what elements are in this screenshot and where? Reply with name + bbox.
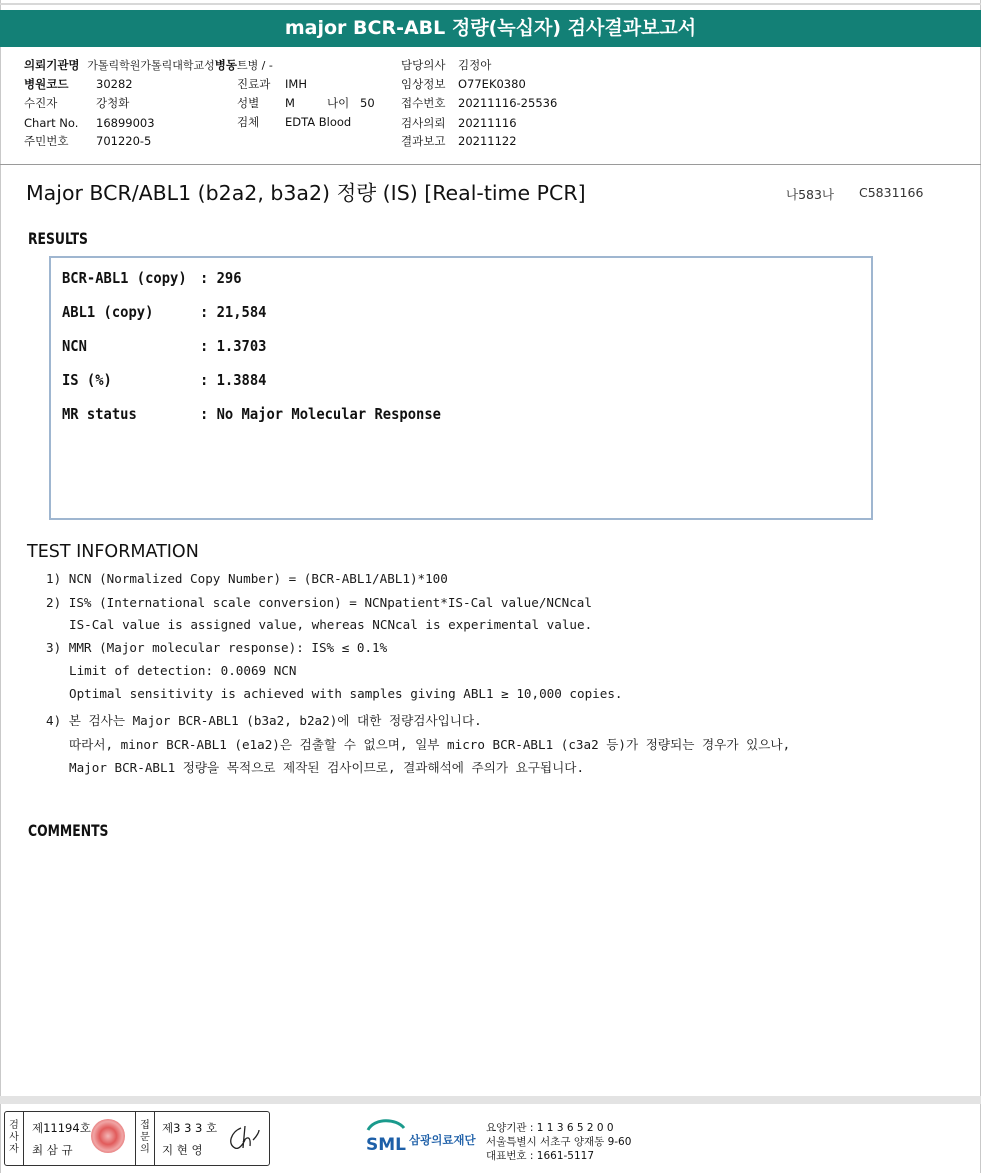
result-label-abl1: ABL1 (copy)	[62, 303, 154, 321]
test-code-1: 나583나	[786, 187, 835, 202]
result-value-abl1: : 21,584	[200, 303, 267, 321]
org-name: 삼광의료재단	[409, 1133, 476, 1147]
result-label-ncn: NCN	[62, 337, 87, 355]
specimen-value: EDTA Blood	[285, 115, 352, 129]
institution-value: 가톨릭학원가톨릭대학교성	[87, 59, 215, 72]
svg-text:SML: SML	[366, 1135, 406, 1155]
institution-row	[24, 58, 273, 73]
seal-stamp-icon	[91, 1119, 125, 1153]
clinical-value: O77EK0380	[458, 77, 526, 91]
hospital-code-row	[24, 77, 68, 91]
info-line: Major BCR-ABL1 정량을 목적으로 제작된 검사이므로, 결과해석에 주의가 요구됩니다.	[69, 760, 585, 775]
info-line: 2) IS% (International scale conversion) = NCNpatient*IS-Cal value/NCNcal	[46, 595, 592, 610]
sex-label: 성별	[237, 96, 260, 110]
inspector-number: 제11194호	[32, 1121, 91, 1135]
dept-value: IMH	[285, 77, 307, 91]
signature-icon	[223, 1122, 263, 1156]
top-divider	[0, 3, 981, 5]
comments-heading: COMMENTS	[28, 821, 109, 840]
info-line: 4) 본 검사는 Major BCR-ABL1 (b3a2, b2a2)에 대한 정량검사입니다.	[46, 713, 482, 728]
age-value: 50	[360, 96, 375, 110]
doctor-label: 담당의사	[401, 58, 446, 72]
ward-label: 병동	[214, 58, 237, 72]
institution-label: 의뢰기관명	[24, 58, 80, 72]
info-line: 1) NCN (Normalized Copy Number) = (BCR-ABL1/ABL1)*100	[46, 571, 448, 586]
results-box	[49, 256, 873, 520]
test-title: Major BCR/ABL1 (b2a2, b3a2) 정량 (IS) [Real-time PCR]	[26, 181, 586, 205]
hospital-code-value: 30282	[96, 77, 133, 91]
result-label-mr-status: MR status	[62, 405, 137, 423]
clinical-label: 임상정보	[401, 77, 446, 91]
chart-value: 16899003	[96, 116, 155, 130]
inspector-name: 최 삼 규	[32, 1143, 73, 1157]
report-value: 20211122	[458, 134, 517, 148]
dept-label: 진료과	[237, 77, 271, 91]
info-line: Limit of detection: 0.0069 NCN	[69, 663, 297, 678]
approver-number: 제3 3 3 호	[162, 1121, 218, 1135]
request-value: 20211116	[458, 116, 517, 130]
result-value-bcr-abl1: : 296	[200, 269, 242, 287]
patient-label: 수진자	[24, 96, 58, 110]
approver-vertical-label: 접 문 의	[135, 1112, 155, 1165]
result-value-mr-status: : No Major Molecular Response	[200, 405, 441, 423]
report-label: 결과보고	[401, 134, 446, 148]
receipt-value: 20211116-25536	[458, 96, 558, 110]
test-code-2: C5831166	[859, 185, 924, 200]
address: 서울특별시 서초구 양재동 9-60	[486, 1136, 632, 1148]
info-line: IS-Cal value is assigned value, whereas NCNcal is experimental value.	[69, 617, 593, 632]
result-value-ncn: : 1.3703	[200, 337, 267, 355]
ward-value: 트병 / -	[236, 59, 273, 72]
signature-box	[4, 1111, 270, 1166]
patient-value: 강청화	[96, 96, 130, 110]
age-label: 나이	[327, 96, 350, 110]
approver-name: 지 현 영	[162, 1143, 203, 1157]
header-divider	[0, 164, 981, 165]
info-line: Optimal sensitivity is achieved with samples giving ABL1 ≥ 10,000 copies.	[69, 686, 623, 701]
sml-logo-icon	[364, 1116, 408, 1156]
inspector-vertical-label: 검 사 자	[5, 1112, 24, 1165]
info-line: 3) MMR (Major molecular response): IS% ≤ 0.1%	[46, 640, 388, 655]
result-label-bcr-abl1: BCR-ABL1 (copy)	[62, 269, 187, 287]
hospital-code-label: 병원코드	[24, 77, 69, 91]
request-label: 검사의뢰	[401, 116, 446, 130]
chart-label: Chart No.	[24, 116, 79, 130]
test-info-heading: TEST INFORMATION	[27, 542, 199, 562]
info-line: 따라서, minor BCR-ABL1 (e1a2)은 검출할 수 없으며, 일부 micro BCR-ABL1 (c3a2 등)가 정량되는 경우가 있으나,	[69, 737, 791, 752]
doctor-value: 김정아	[458, 58, 492, 72]
institution-number: 요양기관 : 1 1 3 6 5 2 0 0	[486, 1122, 614, 1134]
resident-label: 주민번호	[24, 134, 69, 148]
sex-value: M	[285, 96, 295, 110]
report-title: major BCR-ABL 정량(녹십자) 검사결과보고서	[0, 10, 981, 47]
specimen-label: 검체	[237, 115, 260, 129]
result-label-is: IS (%)	[62, 371, 112, 389]
resident-value: 701220-5	[96, 134, 152, 148]
phone: 대표번호 : 1661-5117	[486, 1150, 595, 1162]
receipt-label: 접수번호	[401, 96, 446, 110]
results-heading: RESULTS	[28, 229, 88, 248]
footer-divider	[0, 1096, 981, 1104]
result-value-is: : 1.3884	[200, 371, 267, 389]
